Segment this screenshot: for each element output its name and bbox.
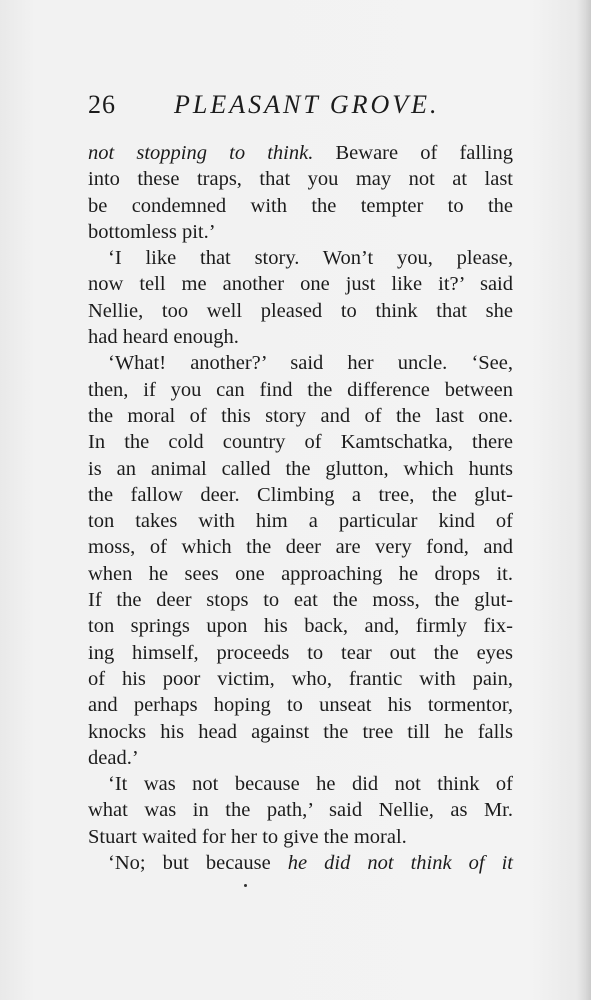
- text-run: ‘I like that story. Won’t you, please,: [108, 247, 513, 270]
- text-line: [88, 245, 513, 271]
- text-run: dead.’: [88, 746, 139, 769]
- text-run: be condemned with the tempter to the: [88, 194, 513, 217]
- text-line: [88, 456, 513, 482]
- ink-speck: [244, 884, 247, 887]
- text-run: when he sees one approaching he drops it.: [88, 562, 513, 585]
- text-line: [88, 534, 513, 560]
- text-line: [88, 719, 513, 745]
- text-line: [88, 613, 513, 639]
- text-run: the fallow deer. Climbing a tree, the glut-: [88, 483, 513, 506]
- text-line: [88, 587, 513, 613]
- page-edge-shadow: [577, 0, 591, 1000]
- body-text: [88, 140, 513, 876]
- text-line: [88, 850, 513, 876]
- text-line: [88, 271, 513, 297]
- text-line: [88, 692, 513, 718]
- page-number: 26: [88, 90, 116, 119]
- text-run: into these traps, that you may not at last: [88, 168, 513, 191]
- page-header: [88, 90, 528, 124]
- text-line: [88, 219, 513, 245]
- text-run: and perhaps hoping to unseat his tormentor,: [88, 694, 513, 717]
- text-run: knocks his head against the tree till he falls: [88, 720, 513, 743]
- running-title: PLEASANT GROVE.: [174, 90, 440, 119]
- text-run: Nellie, too well pleased to think that she: [88, 299, 513, 322]
- text-line: [88, 508, 513, 534]
- text-line: [88, 140, 513, 166]
- text-line: [88, 193, 513, 219]
- text-line: [88, 166, 513, 192]
- text-line: [88, 350, 513, 376]
- text-run: now tell me another one just like it?’ said: [88, 273, 513, 296]
- text-run: then, if you can find the difference between: [88, 378, 513, 401]
- text-line: [88, 745, 513, 771]
- text-run: what was in the path,’ said Nellie, as Mr.: [88, 799, 513, 822]
- text-run: is an animal called the glutton, which hunts: [88, 457, 513, 480]
- italic-text-run: he did not think of it: [287, 852, 513, 875]
- text-line: [88, 640, 513, 666]
- text-run: Stuart waited for her to give the moral.: [88, 825, 407, 848]
- text-line: [88, 403, 513, 429]
- text-line: [88, 298, 513, 324]
- text-line: [88, 429, 513, 455]
- text-run: ton springs upon his back, and, firmly fix-: [88, 615, 513, 638]
- text-line: [88, 797, 513, 823]
- text-run: If the deer stops to eat the moss, the glut-: [88, 589, 513, 612]
- text-line: [88, 824, 513, 850]
- italic-text-run: not stopping to think.: [88, 142, 314, 164]
- text-run: ‘No; but because: [108, 852, 288, 875]
- text-line: [88, 771, 513, 797]
- text-run: Beware of falling: [313, 142, 513, 164]
- text-run: bottomless pit.’: [88, 220, 216, 243]
- text-line: [88, 324, 513, 350]
- text-line: [88, 666, 513, 692]
- text-run: ton takes with him a particular kind of: [88, 510, 513, 533]
- text-run: ‘What! another?’ said her uncle. ‘See,: [108, 352, 513, 375]
- text-run: ‘It was not because he did not think of: [108, 773, 513, 796]
- text-run: In the cold country of Kamtschatka, there: [88, 431, 513, 454]
- text-run: had heard enough.: [88, 326, 239, 349]
- text-run: moss, of which the deer are very fond, and: [88, 536, 513, 559]
- text-line: [88, 482, 513, 508]
- text-line: [88, 377, 513, 403]
- text-run: of his poor victim, who, frantic with pain,: [88, 667, 513, 690]
- text-run: ing himself, proceeds to tear out the eyes: [88, 641, 513, 664]
- text-run: the moral of this story and of the last one.: [88, 404, 513, 427]
- text-line: [88, 561, 513, 587]
